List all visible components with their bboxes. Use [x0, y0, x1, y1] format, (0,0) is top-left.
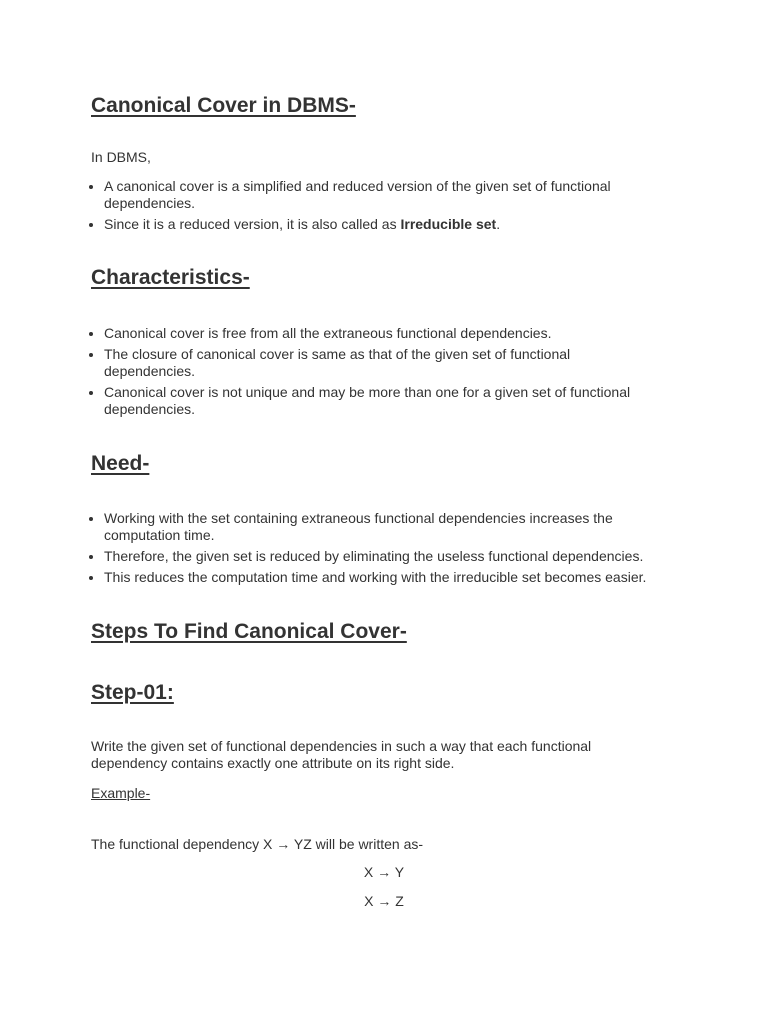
example-text: The functional dependency X → YZ will be written as-: [91, 836, 424, 852]
characteristics-heading: Characteristics-: [91, 266, 250, 289]
intro-bullet-list: [104, 178, 664, 233]
list-item: • The closure of canonical cover is same as that of the given set of functional dependencies.: [104, 346, 664, 380]
page-title: Canonical Cover in DBMS-: [91, 94, 356, 117]
list-item: • Canonical cover is not unique and may be more than one for a given set of functional dependencies.: [104, 384, 664, 418]
list-item-suffix: .: [496, 216, 501, 232]
list-item: • Canonical cover is free from all the extraneous functional dependencies.: [104, 325, 664, 342]
result-line-x-y: X → Y: [363, 864, 405, 880]
irreducible-set-term: Irreducible set: [400, 216, 497, 232]
result-line-x-z: X → Z: [364, 893, 404, 909]
list-item: [104, 216, 664, 233]
intro-lead: In DBMS,: [91, 149, 151, 165]
step-01-description: Write the given set of functional dependencies in such a way that each functional dependency contains exactly one attribute on its right side.: [91, 738, 592, 771]
need-bullet-list: [104, 510, 674, 586]
list-item: • Therefore, the given set is reduced by eliminating the useless functional dependencies.: [104, 548, 674, 565]
list-item: • This reduces the computation time and working with the irreducible set becomes easier.: [104, 569, 674, 586]
step-01-heading: Step-01:: [91, 681, 174, 704]
need-heading: Need-: [91, 452, 150, 475]
characteristics-bullet-list: [104, 325, 664, 418]
list-item: • A canonical cover is a simplified and reduced version of the given set of functional dependencies.: [104, 178, 664, 212]
list-item-text: Since it is a reduced version, it is also called as: [104, 216, 401, 232]
list-item: • Working with the set containing extraneous functional dependencies increases the computation time.: [104, 510, 674, 544]
steps-heading: Steps To Find Canonical Cover-: [91, 620, 407, 643]
example-label: Example-: [91, 785, 151, 801]
